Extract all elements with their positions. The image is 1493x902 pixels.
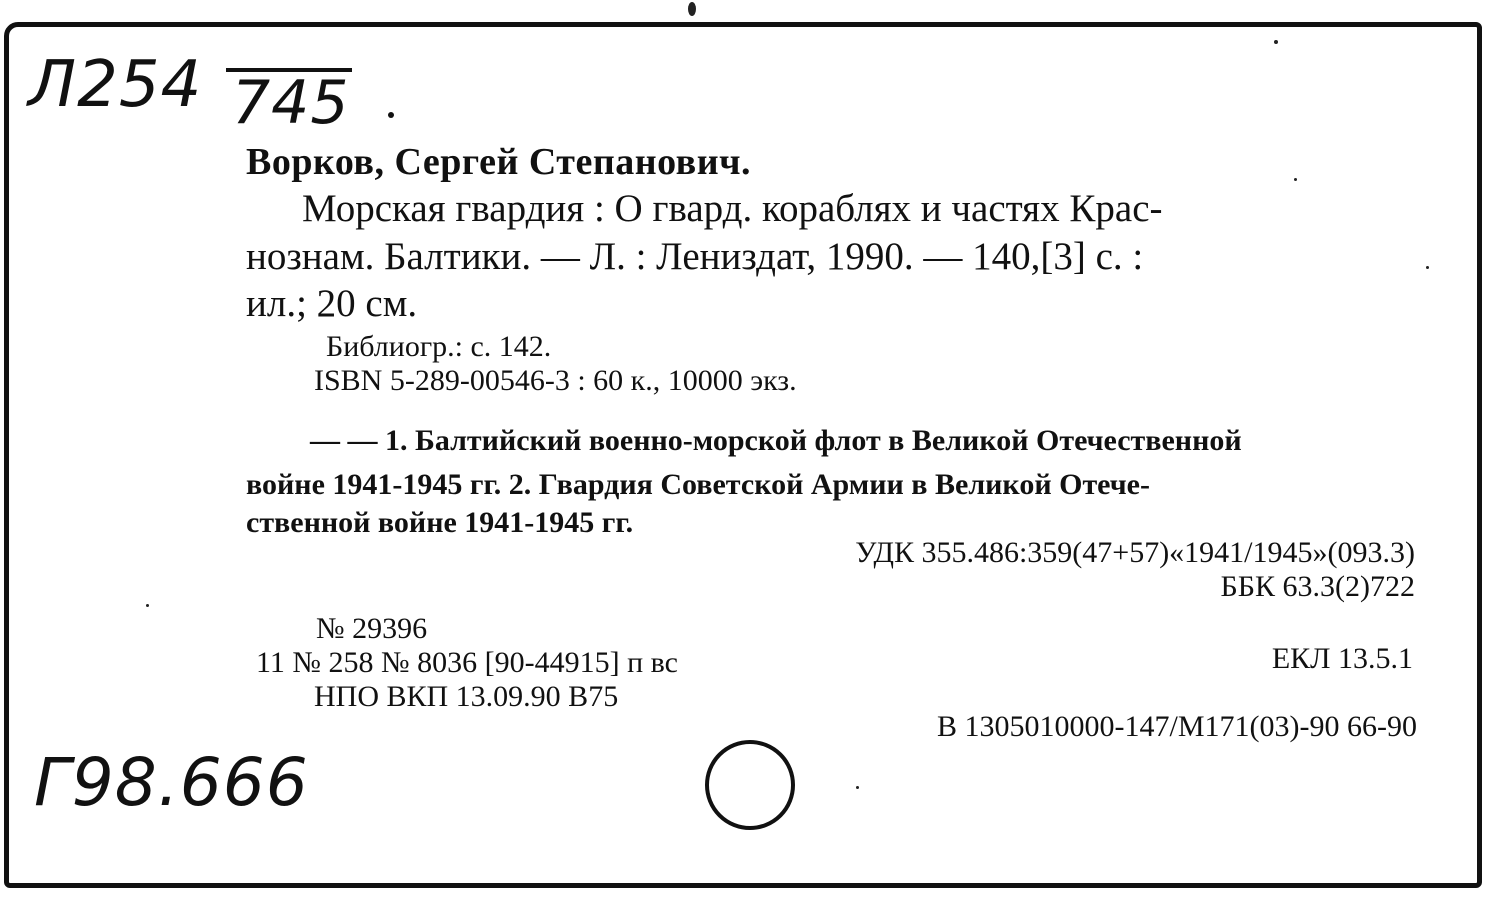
handwritten-call-number-left: Л254 (28, 48, 203, 122)
bbk-code: ББК 63.3(2)722 (1220, 570, 1415, 603)
subject-line-2: войне 1941-1945 гг. 2. Гвардия Советской Армии в Великой Отече- (246, 468, 1150, 501)
scan-speck (1426, 266, 1429, 269)
title-line-1: Морская гвардия : О гвард. кораблях и частях Крас- (302, 187, 1163, 230)
handwritten-inventory-number: Г98.666 (34, 744, 309, 821)
udk-code: УДК 355.486:359(47+57)«1941/1945»(093.3) (855, 536, 1415, 569)
card-punch-hole (705, 740, 795, 830)
scan-speck (146, 604, 149, 607)
publisher-code: В 1305010000-147/М171(03)-90 66-90 (937, 710, 1417, 743)
handwritten-call-number-right: 745 (232, 68, 350, 138)
order-line: 11 № 258 № 8036 [90-44915] п вс (256, 646, 678, 679)
scan-speck (1294, 178, 1297, 181)
scan-speck (856, 786, 859, 789)
npo-line: НПО ВКП 13.09.90 В75 (314, 680, 619, 713)
record-number: № 29396 (316, 612, 428, 645)
title-line-2: нознам. Балтики. — Л. : Лениздат, 1990. — 140,[3] с. : (246, 235, 1144, 278)
ink-dot (388, 112, 394, 118)
author-heading: Ворков, Сергей Степанович. (246, 141, 752, 183)
ekl-code: ЕКЛ 13.5.1 (1271, 642, 1413, 675)
subject-line-3: ственной войне 1941-1945 гг. (246, 506, 634, 539)
title-line-3: ил.; 20 см. (246, 282, 418, 325)
scan-speck (688, 2, 696, 16)
bibliography-note: Библиогр.: с. 142. (326, 330, 552, 363)
subject-line-1: — — 1. Балтийский военно-морской флот в Великой Отечественной (310, 424, 1242, 457)
isbn-line: ISBN 5-289-00546-3 : 60 к., 10000 экз. (314, 364, 797, 397)
scan-speck (1274, 40, 1278, 44)
